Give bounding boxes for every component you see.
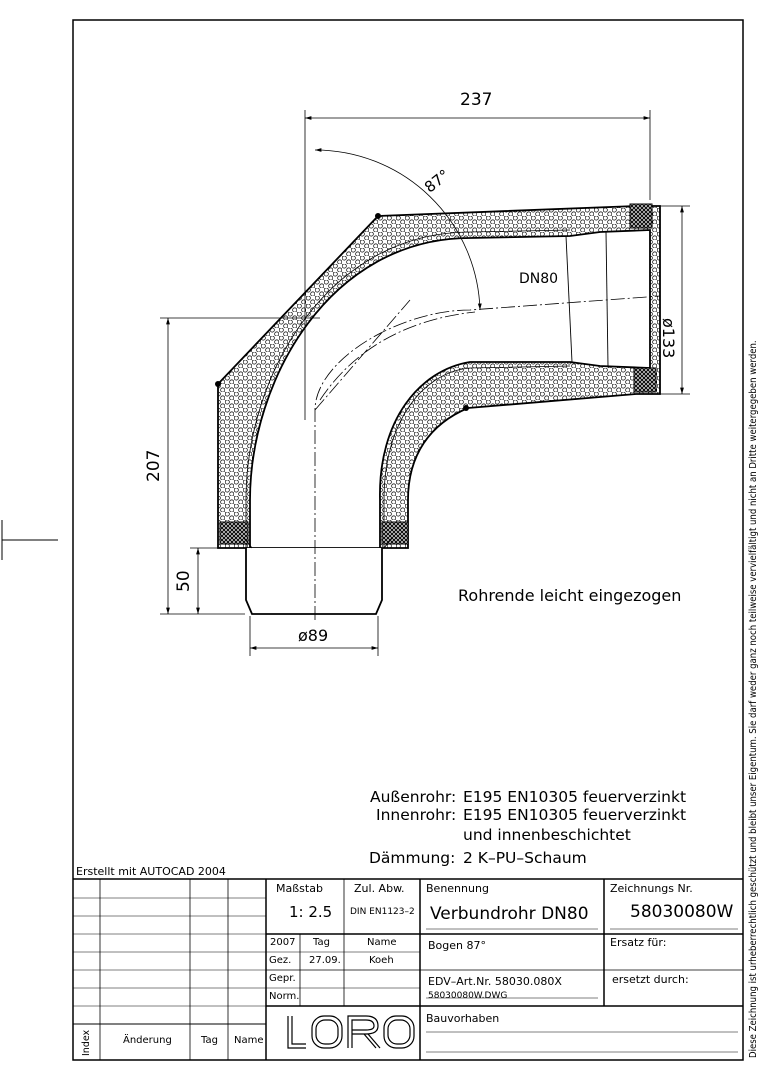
dim-50: 50 bbox=[174, 570, 194, 592]
material-value-outer: E195 EN10305 feuerverzinkt bbox=[463, 788, 687, 806]
ersetzt-durch-label: ersetzt durch: bbox=[612, 973, 689, 986]
benennung-label: Benennung bbox=[426, 882, 489, 895]
dim-237: 237 bbox=[460, 90, 493, 110]
revision-header-aenderung: Änderung bbox=[123, 1035, 172, 1046]
end-cap-bottom bbox=[634, 368, 656, 392]
zeichnungs-nr-value: 58030080W bbox=[630, 902, 734, 922]
revision-header-tag: Tag bbox=[201, 1035, 218, 1046]
year: 2007 bbox=[270, 937, 296, 948]
revision-header-index: Index bbox=[81, 1029, 92, 1056]
bogen: Bogen 87° bbox=[428, 939, 486, 952]
dim-207: 207 bbox=[144, 449, 164, 482]
pipe-stub bbox=[246, 548, 382, 614]
material-label-inner: Innenrohr: bbox=[376, 806, 457, 824]
revision-header-name: Name bbox=[234, 1035, 264, 1046]
elbow-drawing bbox=[215, 204, 660, 620]
norm-label: Norm. bbox=[269, 991, 300, 1002]
loro-logo bbox=[288, 1016, 414, 1048]
ersatz-fuer-label: Ersatz für: bbox=[610, 936, 667, 949]
dim-outer-diameter: ø133 bbox=[659, 318, 678, 359]
material-value-coating: und innenbeschichtet bbox=[463, 826, 631, 844]
end-cap-left bbox=[220, 522, 248, 544]
name-label: Name bbox=[367, 937, 397, 948]
edv-art-nr: EDV–Art.Nr. 58030.080X bbox=[428, 975, 562, 988]
gez-tag: 27.09. bbox=[309, 955, 341, 966]
benennung-value: Verbundrohr DN80 bbox=[430, 904, 589, 924]
massstab-value: 1: 2.5 bbox=[289, 903, 333, 921]
end-cap-top bbox=[630, 204, 652, 228]
end-cap-right bbox=[382, 522, 408, 544]
drawing-note: Rohrende leicht eingezogen bbox=[458, 586, 682, 605]
copyright-notice: Diese Zeichnung ist urheberrechtlich geschützt und bleibt unser Eigentum. Sie darf weder ganz noch teilweise vervielfältigt und nicht an Dritte weitergegeben werden. bbox=[748, 340, 759, 1058]
dim-inner-diameter: ø89 bbox=[298, 626, 329, 645]
material-value-inner: E195 EN10305 feuerverzinkt bbox=[463, 806, 687, 824]
zeichnungs-nr-label: Zeichnungs Nr. bbox=[610, 882, 693, 895]
gez-label: Gez. bbox=[269, 955, 292, 966]
zul-abw-value: DIN EN1123–2 bbox=[350, 907, 415, 917]
tag-label: Tag bbox=[313, 937, 330, 948]
massstab-label: Maßstab bbox=[276, 882, 323, 895]
created-with: Erstellt mit AUTOCAD 2004 bbox=[76, 865, 226, 878]
dim-nominal: DN80 bbox=[519, 271, 559, 287]
material-label-outer: Außenrohr: bbox=[370, 788, 457, 806]
material-value-insulation: 2 K–PU–Schaum bbox=[463, 849, 587, 867]
zul-abw-label: Zul. Abw. bbox=[354, 882, 405, 895]
bauvorhaben-label: Bauvorhaben bbox=[426, 1012, 500, 1025]
dim-angle: 87° bbox=[420, 165, 454, 197]
gez-name: Koeh bbox=[369, 955, 394, 966]
gepr-label: Gepr. bbox=[269, 973, 296, 984]
material-label-insulation: Dämmung: bbox=[369, 849, 456, 867]
dwg-file: 58030080W.DWG bbox=[428, 991, 508, 1001]
